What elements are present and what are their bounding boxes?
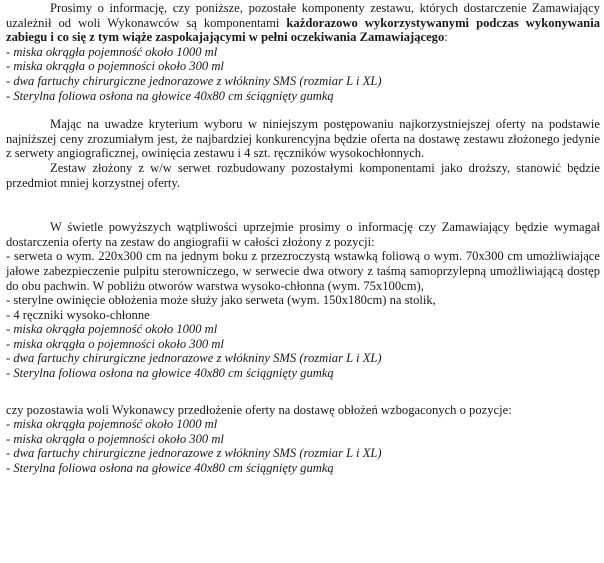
list-item: - miska okrągła pojemność około 1000 ml: [6, 322, 218, 337]
list-item: - miska okrągła pojemność około 1000 ml: [6, 417, 218, 432]
list-item: - Sterylna foliowa osłona na głowice 40x80 cm ściągnięty gumką: [6, 366, 334, 381]
list-item: - miska okrągła o pojemności około 300 ml: [6, 59, 224, 74]
document-page: [6, 1, 600, 476]
alternative-paragraph: czy pozostawia woli Wykonawcy przedłożenie oferty na dostawę obłożeń wzbogaconych o pozycje:: [6, 402, 512, 417]
list-item: - dwa fartuchy chirurgiczne jednorazowe z włókniny SMS (rozmiar L i XL): [6, 446, 382, 461]
optional-component-list: [6, 322, 600, 380]
question-emphasis: każdorazowo wykorzystywanymi podczas wykonywania zabiegu i co się z tym wiąże zaspokajającymi w pełni oczekiwania Zamawiającego: [6, 15, 600, 45]
cost-paragraph: Zestaw złożony z w/w serwet rozbudowany pozostałymi komponentami jako droższy, stanowić będzie przedmiot mniej korzystnej oferty.: [6, 160, 600, 190]
enriched-component-list: [6, 417, 600, 475]
request-paragraph: W świetle powyższych wątpliwości uprzejmie prosimy o informację czy Zamawiający będzie wymagał dostarczenia oferty na zestaw do angiografii w całości złożony z pozycji:: [6, 220, 600, 249]
list-item: - miska okrągła pojemność około 1000 ml: [6, 44, 218, 59]
list-item: - miska okrągła o pojemności około 300 ml: [6, 431, 224, 446]
angiography-set-list: [6, 249, 600, 322]
list-item: - 4 ręczniki wysoko-chłonne: [6, 307, 150, 322]
list-item: - Sterylna foliowa osłona na głowice 40x80 cm ściągnięty gumką: [6, 461, 334, 476]
question-paragraph: [6, 1, 600, 45]
list-item: - miska okrągła o pojemności około 300 ml: [6, 336, 224, 351]
list-item: - serweta o wym. 220x300 cm na jednym boku z przezroczystą wstawką foliową o wym. 70x300 cm umożliwiające jałowe zabezpieczenie pulpitu sterowniczego, w serwecie dwa otwory z taśmą samoprzylepną umożliwiającą dostęp do obu pachwin. W pobliżu otworów warstwa wysoko-chłonna (wym. 75x100cm),: [6, 249, 600, 293]
list-item: - dwa fartuchy chirurgiczne jednorazowe z włókniny SMS (rozmiar L i XL): [6, 73, 382, 88]
criterion-paragraph: Mając na uwadze kryterium wyboru w niniejszym postępowaniu najkorzystniejszej oferty na podstawie najniższej ceny zrozumiałym jest, że najbardziej konkurencyjna będzie oferta na dostawę zestawu złożonego jedynie z serwety angiograficznej, owinięcia zestawu i 4 szt. ręczników wysokochłonnych.: [6, 117, 600, 161]
list-item: - Sterylna foliowa osłona na głowice 40x80 cm ściągnięty gumką: [6, 88, 334, 103]
list-item: - sterylne owinięcie obłożenia może służy jako serweta (wym. 150x180cm) na stolik,: [6, 293, 436, 308]
question-colon: :: [444, 30, 448, 45]
component-list: [6, 45, 600, 103]
question-text: Prosimy o informację, czy poniższe, pozostałe komponenty zestawu, których dostarczenie Zamawiający uzależnił od woli Wykonawców są komponentami: [6, 1, 600, 30]
list-item: - dwa fartuchy chirurgiczne jednorazowe z włókniny SMS (rozmiar L i XL): [6, 351, 382, 366]
